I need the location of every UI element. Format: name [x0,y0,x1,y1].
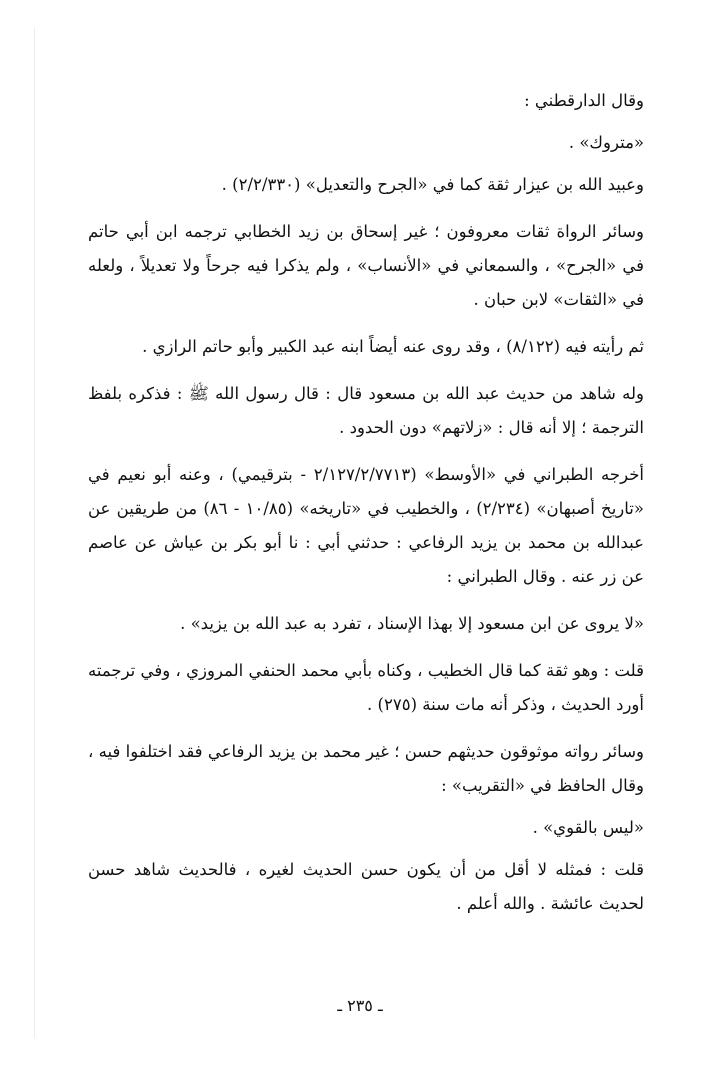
paragraph-11: «ليس بالقوي» . [532,818,644,837]
paragraph-12: قلت : فمثله لا أقل من أن يكون حسن الحديث لغيره ، فالحديث شاهد حسن لحديث عائشة . والله أعلم . [88,860,644,913]
paragraph-4: وسائر الرواة ثقات معروفون ؛ غير إسحاق بن زيد الخطابي ترجمه ابن أبي حاتم في «الجرح» ، والسمعاني في «الأنساب» ، ولم يذكرا فيه جرحاً ولا تعديلاً ، ولعله في «الثقات» لابن حبان . [88,222,644,309]
paragraph-8: «لا يروى عن ابن مسعود إلا بهذا الإسناد ، تفرد به عبد الله بن يزيد» . [180,614,644,633]
paragraph-2: «متروك» . [568,133,644,152]
paragraph-5: ثم رأيته فيه (٨/١٢٢) ، وقد روى عنه أيضاً ابنه عبد الكبير وأبو حاتم الرازي . [142,337,644,356]
paragraph-3: وعبيد الله بن عيزار ثقة كما في «الجرح والتعديل» (٢/٢/٣٣٠) . [221,175,644,194]
page-edge-shadow [34,28,35,1038]
paragraph-10: وسائر رواته موثوقون حديثهم حسن ؛ غير محمد بن يزيد الرفاعي فقد اختلفوا فيه ، وقال الحافظ في «التقريب» : [88,742,644,795]
paragraph-1: وقال الدارقطني : [524,91,644,110]
paragraph-9: قلت : وهو ثقة كما قال الخطيب ، وكناه بأبي محمد الحنفي المروزي ، وفي ترجمته أورد الحديث ، وذكر أنه مات سنة (٢٧٥) . [88,661,644,714]
paragraph-7: أخرجه الطبراني في «الأوسط» (٢/١٢٧/٢/٧٧١٣ - بترقيمي) ، وعنه أبو نعيم في «تاريخ أصبهان» (٢/٢٣٤) ، والخطيب في «تاريخه» (١٠/٨٥ - ٨٦) من طريقين عن عبدالله بن محمد بن يزيد الرفاعي : حدثني أبي : نا أبو بكر بن عياش عن عاصم عن زر عنه . وقال الطبراني : [88,465,644,586]
page-body-text [88,84,644,921]
paragraph-6: وله شاهد من حديث عبد الله بن مسعود قال : قال رسول الله ﷺ : فذكره بلفظ الترجمة ؛ إلا أنه قال : «زلاتهم» دون الحدود . [88,384,644,437]
page-number: ـ ٢٣٥ ـ [337,996,383,1015]
